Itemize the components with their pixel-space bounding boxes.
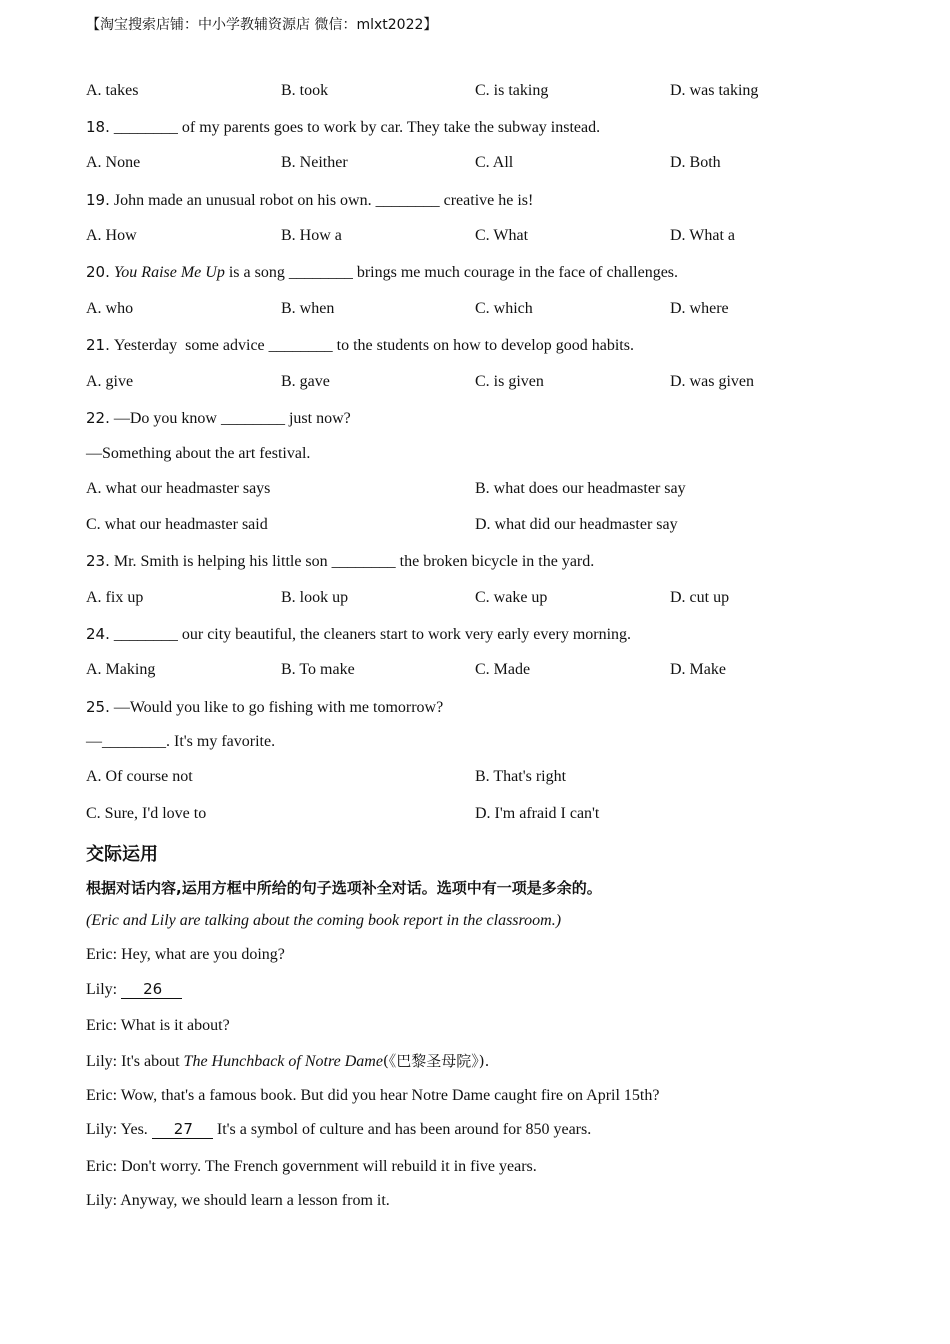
q19-option-c: C. What <box>475 227 529 244</box>
q23-option-b: B. look up <box>281 589 349 606</box>
question-22 <box>86 407 351 430</box>
dialogue-line: Eric: Hey, what are you doing? <box>86 946 285 963</box>
q24-option-b: B. To make <box>281 661 355 678</box>
question-text: —Would you like to go fishing with me tomorrow? <box>113 699 444 716</box>
q22-option-b: B. what does our headmaster say <box>475 480 686 497</box>
q18-option-d: D. Both <box>670 154 721 171</box>
q21-option-b: B. gave <box>281 373 330 390</box>
context-text: (Eric and Lily are talking about the coming book report in the classroom.) <box>86 912 562 929</box>
question-number: 22. <box>86 409 110 427</box>
q20-option-b: B. when <box>281 300 335 317</box>
blank-27: 27 <box>152 1120 213 1139</box>
q22-option-d: D. what did our headmaster say <box>475 516 678 533</box>
q18-option-c: C. All <box>475 154 514 171</box>
question-text: ________ of my parents goes to work by car. They take the subway instead. <box>113 119 601 136</box>
q19-option-d: D. What a <box>670 227 736 244</box>
question-24 <box>86 623 631 646</box>
q18-option-a: A. None <box>86 154 141 171</box>
q24-option-a: A. Making <box>86 661 156 678</box>
q17-option-a: A. takes <box>86 82 139 99</box>
q17-option-d: D. was taking <box>670 82 759 99</box>
question-text: John made an unusual robot on his own. ________ creative he is! <box>113 192 534 209</box>
question-19 <box>86 189 533 212</box>
question-25 <box>86 696 443 719</box>
speaker: Lily: <box>86 981 118 998</box>
q17-option-b: B. took <box>281 82 329 99</box>
q22-reply: —Something about the art festival. <box>86 445 311 462</box>
question-number: 21. <box>86 336 110 354</box>
q22-option-c: C. what our headmaster said <box>86 516 268 533</box>
question-text: Yesterday some advice ________ to the students on how to develop good habits. <box>113 337 634 354</box>
dialogue-line: Lily: Anyway, we should learn a lesson from it. <box>86 1192 390 1209</box>
q20-option-a: A. who <box>86 300 134 317</box>
question-number: 19. <box>86 191 110 209</box>
q20-option-c: C. which <box>475 300 533 317</box>
question-number: 25. <box>86 698 110 716</box>
q24-option-c: C. Made <box>475 661 531 678</box>
question-23 <box>86 550 594 573</box>
q23-option-a: A. fix up <box>86 589 144 606</box>
line-text: Lily: It's about <box>86 1053 180 1070</box>
question-18 <box>86 116 600 139</box>
book-title: The Hunchback of Notre Dame <box>183 1053 383 1070</box>
q18-option-b: B. Neither <box>281 154 348 171</box>
q19-option-a: A. How <box>86 227 137 244</box>
q21-option-a: A. give <box>86 373 134 390</box>
question-text: —Do you know ________ just now? <box>113 410 351 427</box>
dialogue-line: Eric: Wow, that's a famous book. But did you hear Notre Dame caught fire on April 15th? <box>86 1087 660 1104</box>
blank-26: 26 <box>121 980 182 999</box>
q19-option-b: B. How a <box>281 227 342 244</box>
q21-option-d: D. was given <box>670 373 754 390</box>
question-text: Mr. Smith is helping his little son ________ the broken bicycle in the yard. <box>113 553 595 570</box>
question-text: ________ our city beautiful, the cleaners start to work very early every morning. <box>113 626 632 643</box>
question-number: 23. <box>86 552 110 570</box>
question-20 <box>86 261 678 284</box>
q24-option-d: D. Make <box>670 661 726 678</box>
line-text: Lily: Yes. <box>86 1121 148 1138</box>
q25-option-a: A. Of course not <box>86 768 193 785</box>
book-title-cn: (《巴黎圣母院》). <box>382 1052 490 1070</box>
section-title: 交际运用 <box>86 844 158 865</box>
section-instruction: 根据对话内容,运用方框中所给的句子选项补全对话。选项中有一项是多余的。 <box>86 879 602 897</box>
question-number: 18. <box>86 118 110 136</box>
q25-option-d: D. I'm afraid I can't <box>475 805 600 822</box>
question-21 <box>86 334 634 357</box>
q25-option-c: C. Sure, I'd love to <box>86 805 207 822</box>
dialogue-line <box>86 979 182 1001</box>
dialogue-line <box>86 1050 489 1073</box>
dialogue-line <box>86 1119 591 1141</box>
q23-option-d: D. cut up <box>670 589 730 606</box>
question-text: is a song ________ brings me much courage in the face of challenges. <box>228 264 679 281</box>
dialogue-line: Eric: What is it about? <box>86 1017 230 1034</box>
q23-option-c: C. wake up <box>475 589 548 606</box>
dialogue-context <box>86 910 561 932</box>
page-header: 【淘宝搜索店铺：中小学教辅资源店 微信：mlxt2022】 <box>86 17 438 33</box>
song-title: You Raise Me Up <box>113 264 225 281</box>
q21-option-c: C. is given <box>475 373 544 390</box>
q17-option-c: C. is taking <box>475 82 549 99</box>
q22-option-a: A. what our headmaster says <box>86 480 271 497</box>
q25-option-b: B. That's right <box>475 768 567 785</box>
question-number: 24. <box>86 625 110 643</box>
dialogue-line: Eric: Don't worry. The French government will rebuild it in five years. <box>86 1158 537 1175</box>
q20-option-d: D. where <box>670 300 729 317</box>
line-text: It's a symbol of culture and has been around for 850 years. <box>216 1121 592 1138</box>
question-number: 20. <box>86 263 110 281</box>
q25-reply: —________. It's my favorite. <box>86 733 276 750</box>
